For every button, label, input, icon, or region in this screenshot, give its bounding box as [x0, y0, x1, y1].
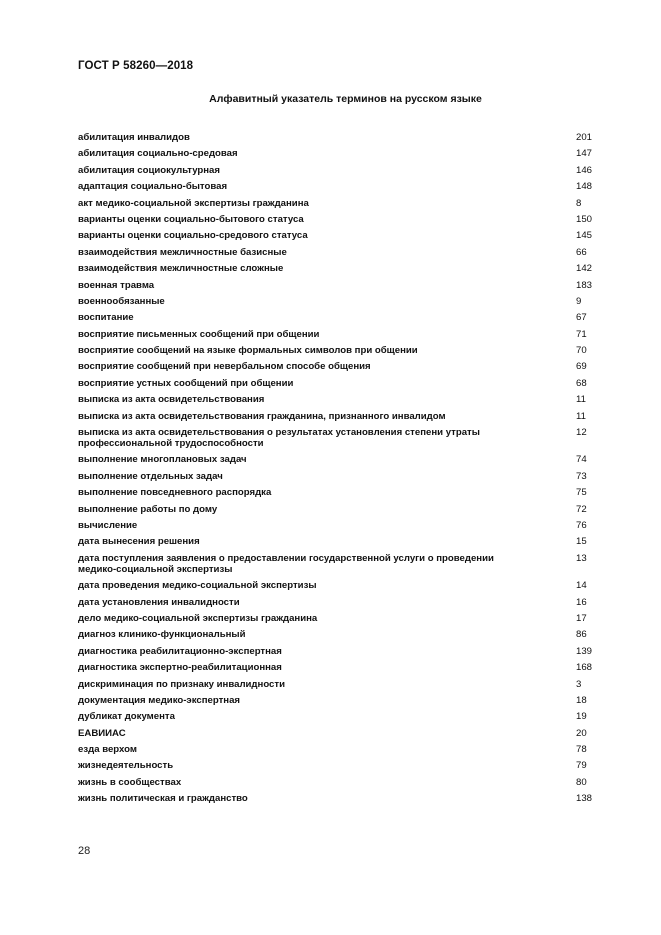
index-page-ref: 67: [576, 312, 587, 324]
document-header: ГОСТ Р 58260—2018: [78, 60, 194, 72]
term-index: [78, 132, 606, 810]
index-term: варианты оценки социально-средового статуса: [78, 230, 308, 242]
index-entry: [78, 580, 606, 591]
index-page-ref: 3: [576, 678, 582, 690]
index-entry: [78, 553, 606, 575]
index-entry: [78, 536, 606, 547]
index-page-ref: 72: [576, 503, 587, 515]
index-term: восприятие сообщений при невербальном способе общения: [78, 361, 371, 373]
index-page-ref: 18: [576, 694, 587, 706]
index-term: диагноз клинико-функциональный: [78, 629, 246, 641]
index-entry: [78, 361, 606, 372]
index-page-ref: 17: [576, 612, 587, 624]
index-page-ref: 138: [576, 793, 593, 805]
index-entry: [78, 411, 606, 422]
index-term: выписка из акта освидетельствования о результатах установления степени утраты профессиональной трудоспособности: [78, 427, 480, 450]
index-term: выполнение повседневного распорядка: [78, 487, 272, 499]
index-entry: [78, 777, 606, 788]
index-entry: [78, 711, 606, 722]
index-page-ref: 13: [576, 552, 587, 564]
index-entry: [78, 132, 606, 143]
index-page-ref: 150: [576, 213, 593, 225]
index-entry: [78, 394, 606, 405]
index-page-ref: 15: [576, 536, 587, 548]
index-entry: [78, 471, 606, 482]
index-page-ref: 78: [576, 744, 587, 756]
index-page-ref: 147: [576, 148, 593, 160]
index-page-ref: 66: [576, 246, 587, 258]
index-term: выписка из акта освидетельствования гражданина, признанного инвалидом: [78, 410, 446, 422]
index-page-ref: 20: [576, 727, 587, 739]
index-term: дата установления инвалидности: [78, 596, 240, 608]
index-entry: [78, 793, 606, 804]
index-page-ref: 142: [576, 263, 593, 275]
index-term: вычисление: [78, 519, 138, 531]
index-entry: [78, 454, 606, 465]
index-term: воспитание: [78, 312, 134, 324]
index-page-ref: 16: [576, 596, 587, 608]
index-entry: [78, 427, 606, 449]
page-number: 28: [78, 845, 91, 857]
index-page-ref: 75: [576, 487, 587, 499]
index-entry: [78, 247, 606, 258]
index-term: ЕАВИИАС: [78, 727, 126, 739]
index-page-ref: 11: [576, 394, 586, 406]
index-page-ref: 76: [576, 519, 587, 531]
index-page-ref: 69: [576, 361, 587, 373]
index-page-ref: 70: [576, 345, 587, 357]
section-title: Алфавитный указатель терминов на русском языке: [209, 93, 482, 105]
index-term: абилитация социокультурная: [78, 164, 220, 176]
index-term: жизнедеятельность: [78, 760, 174, 772]
index-entry: [78, 312, 606, 323]
index-page-ref: 139: [576, 645, 593, 657]
index-term: дата поступления заявления о предоставлении государственной услуги о проведении медико-социальной экспертизы: [78, 552, 494, 575]
index-entry: [78, 695, 606, 706]
index-entry: [78, 728, 606, 739]
index-term: езда верхом: [78, 744, 137, 756]
index-page-ref: 183: [576, 279, 593, 291]
index-term: военная травма: [78, 279, 155, 291]
index-page-ref: 12: [576, 427, 587, 439]
index-term: адаптация социально-бытовая: [78, 181, 228, 193]
index-entry: [78, 165, 606, 176]
index-term: жизнь политическая и гражданство: [78, 793, 248, 805]
index-term: дата проведения медико-социальной экспертизы: [78, 580, 317, 592]
index-term: восприятие сообщений на языке формальных символов при общении: [78, 345, 418, 357]
index-entry: [78, 263, 606, 274]
index-entry: [78, 148, 606, 159]
index-entry: [78, 613, 606, 624]
index-page-ref: 201: [576, 132, 593, 143]
index-page-ref: 79: [576, 760, 587, 772]
index-page-ref: 19: [576, 711, 587, 723]
index-term: военнообязанные: [78, 295, 165, 307]
index-term: акт медико-социальной экспертизы гражданина: [78, 197, 309, 209]
index-term: выполнение работы по дому: [78, 503, 218, 515]
index-term: дубликат документа: [78, 711, 175, 723]
index-term: дискриминация по признаку инвалидности: [78, 678, 285, 690]
index-entry: [78, 230, 606, 241]
index-entry: [78, 629, 606, 640]
index-entry: [78, 280, 606, 291]
index-page-ref: 68: [576, 377, 587, 389]
index-term: выписка из акта освидетельствования: [78, 394, 265, 406]
index-term: дело медико-социальной экспертизы гражданина: [78, 612, 318, 624]
index-entry: [78, 181, 606, 192]
index-term: выполнение отдельных задач: [78, 470, 223, 482]
index-entry: [78, 744, 606, 755]
index-page-ref: 14: [576, 580, 587, 592]
index-term: взаимодействия межличностные базисные: [78, 246, 287, 258]
index-page-ref: 11: [576, 410, 586, 422]
index-entry: [78, 329, 606, 340]
index-term: взаимодействия межличностные сложные: [78, 263, 284, 275]
index-entry: [78, 679, 606, 690]
index-page-ref: 86: [576, 629, 587, 641]
index-term: документация медико-экспертная: [78, 694, 241, 706]
index-page-ref: 168: [576, 662, 593, 674]
index-page-ref: 9: [576, 295, 582, 307]
index-term: диагностика экспертно-реабилитационная: [78, 662, 282, 674]
index-entry: [78, 214, 606, 225]
index-entry: [78, 597, 606, 608]
index-entry: [78, 504, 606, 515]
index-entry: [78, 520, 606, 531]
index-term: варианты оценки социально-бытового статуса: [78, 213, 304, 225]
index-term: выполнение многоплановых задач: [78, 454, 247, 466]
index-entry: [78, 345, 606, 356]
index-page-ref: 71: [576, 328, 587, 340]
index-page-ref: 80: [576, 776, 587, 788]
index-entry: [78, 760, 606, 771]
index-term: дата вынесения решения: [78, 536, 200, 548]
index-page-ref: 146: [576, 164, 593, 176]
index-page-ref: 74: [576, 454, 587, 466]
index-term: абилитация социально-средовая: [78, 148, 238, 160]
index-page-ref: 145: [576, 230, 593, 242]
index-page-ref: 148: [576, 181, 593, 193]
index-term: абилитация инвалидов: [78, 132, 190, 143]
index-term: восприятие устных сообщений при общении: [78, 377, 294, 389]
index-page-ref: 8: [576, 197, 582, 209]
index-term: жизнь в сообществах: [78, 776, 182, 788]
index-term: диагностика реабилитационно-экспертная: [78, 645, 282, 657]
index-entry: [78, 296, 606, 307]
index-page-ref: 73: [576, 470, 587, 482]
index-entry: [78, 662, 606, 673]
index-entry: [78, 378, 606, 389]
index-term: восприятие письменных сообщений при общении: [78, 328, 320, 340]
index-entry: [78, 646, 606, 657]
index-entry: [78, 198, 606, 209]
index-entry: [78, 487, 606, 498]
